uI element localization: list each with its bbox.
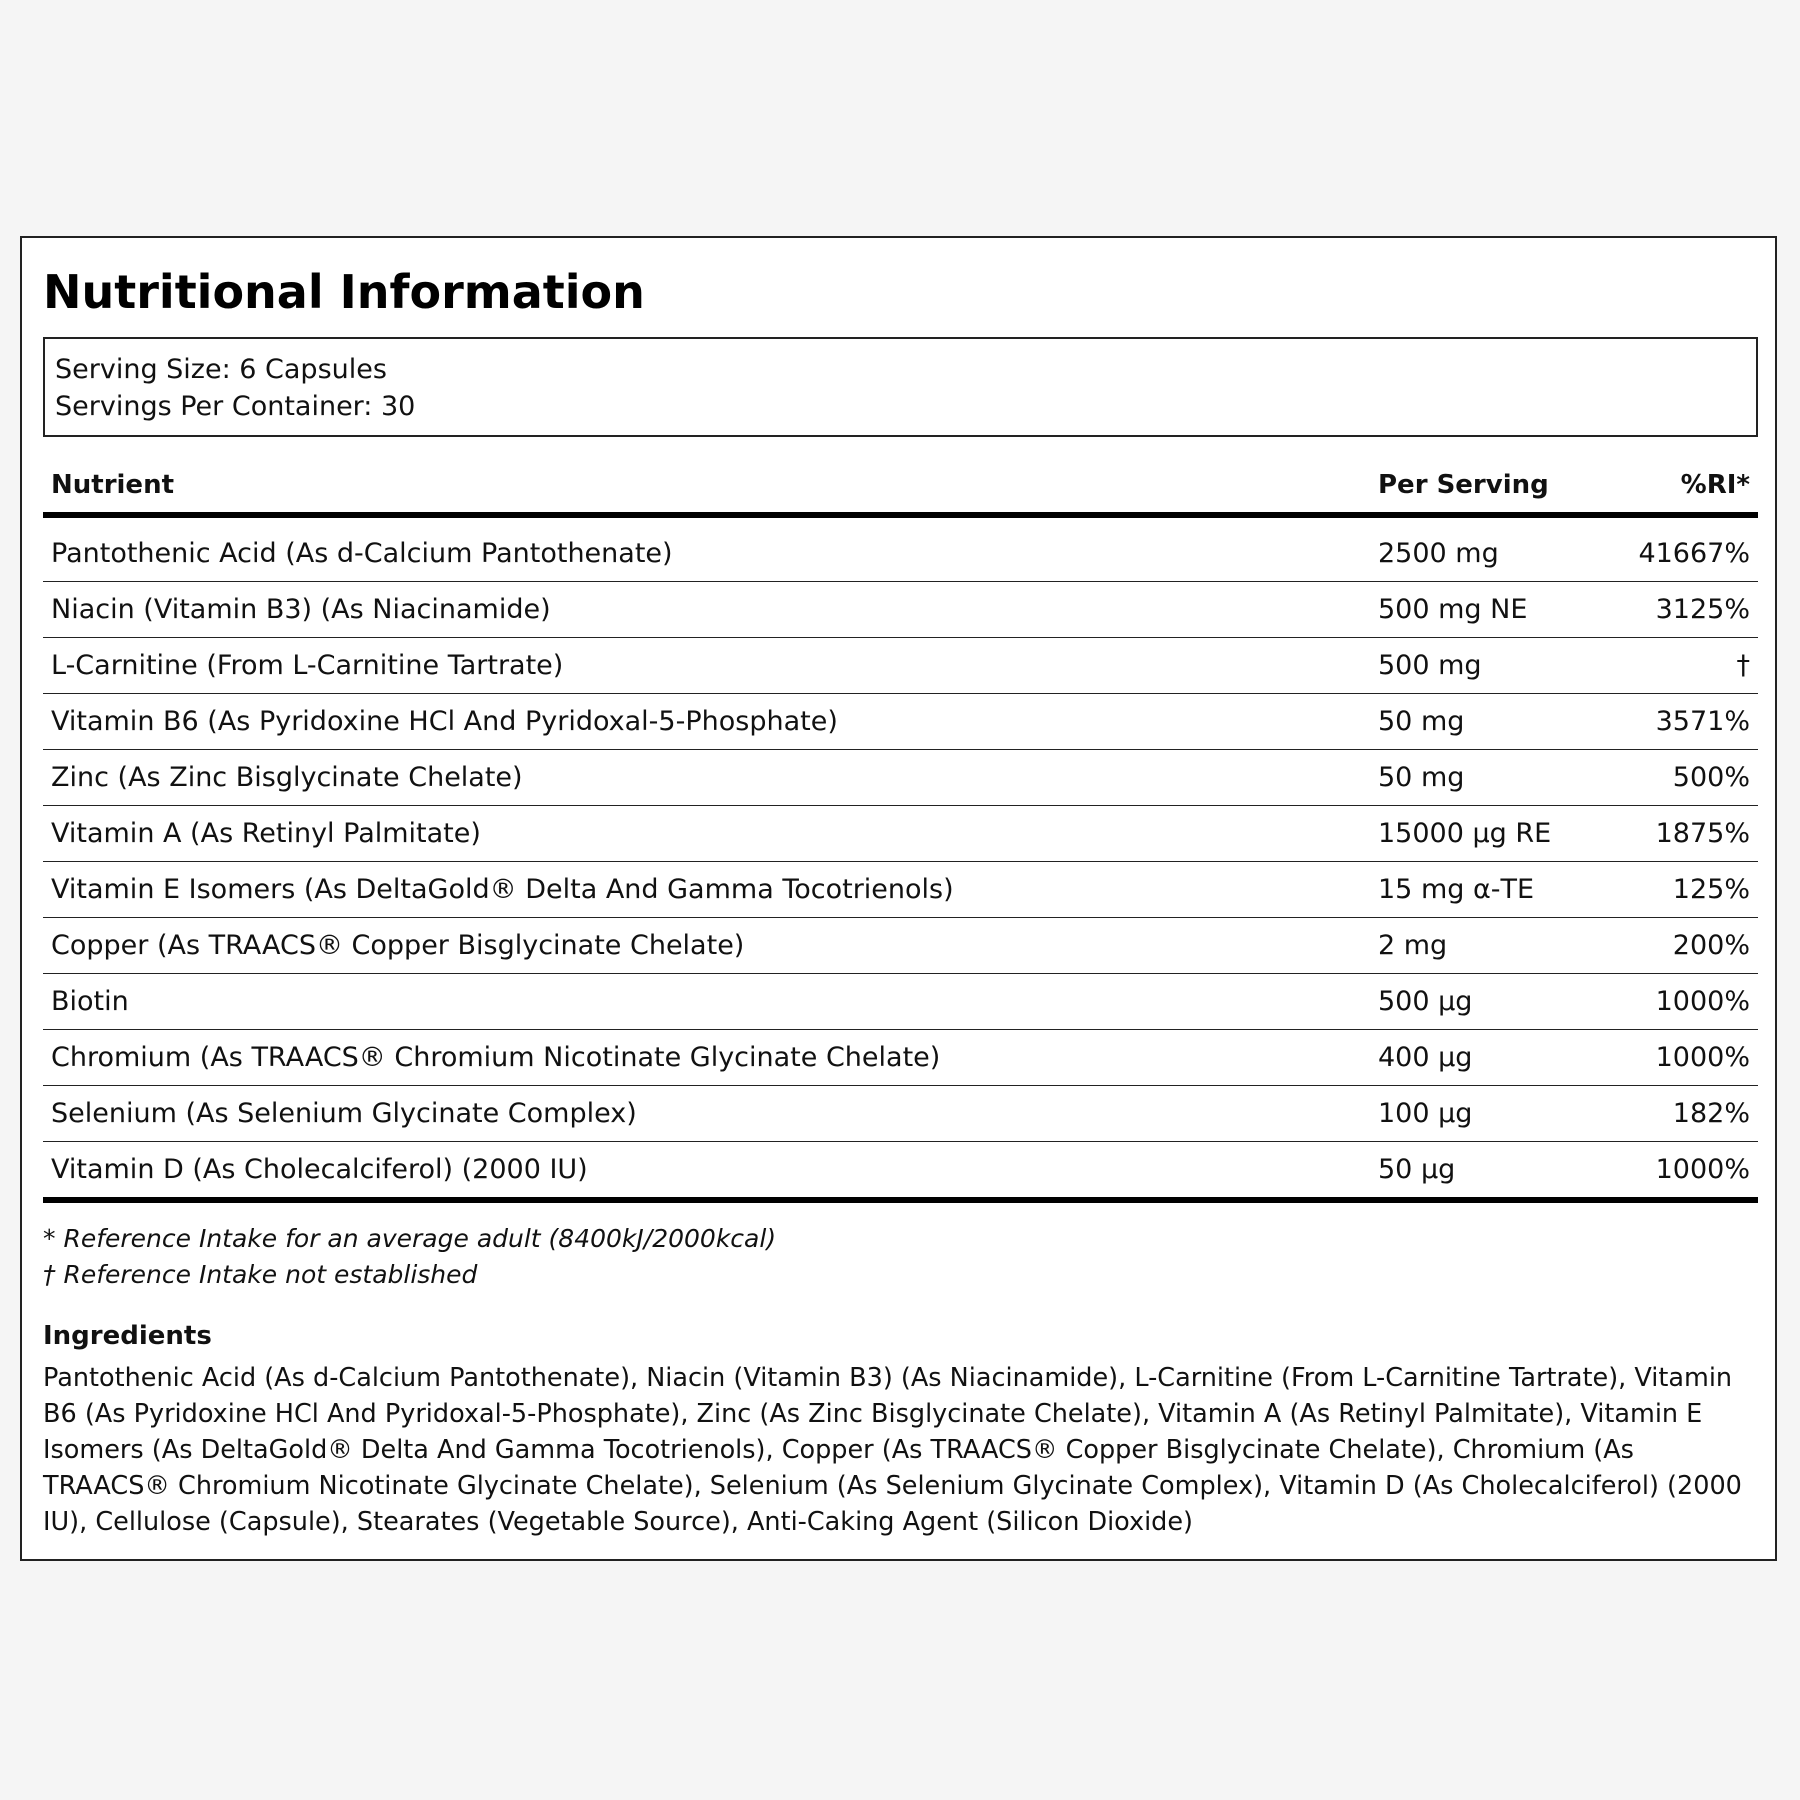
table-row (43, 694, 1758, 750)
column-header-nutrient: Nutrient (43, 458, 1370, 515)
table-header-row (43, 458, 1758, 515)
per-serving-value: 500 µg (1370, 974, 1610, 1030)
table-row (43, 1086, 1758, 1142)
table-row (43, 638, 1758, 694)
column-header-per-serving: Per Serving (1370, 458, 1610, 515)
per-serving-value: 400 µg (1370, 1030, 1610, 1086)
nutrient-name: Chromium (As TRAACS® Chromium Nicotinate Glycinate Chelate) (43, 1030, 1370, 1086)
ri-footnote: * Reference Intake for an average adult (8400kJ/2000kcal) (43, 1224, 777, 1253)
table-row (43, 974, 1758, 1030)
ingredients-text: Pantothenic Acid (As d-Calcium Pantothenate), Niacin (Vitamin B3) (As Niacinamide), L-Carnitine (From L-Carnitine Tartrate), Vitamin B6 (As Pyridoxine HCl And Pyridoxal-5-Phosphate), Zinc (As Zinc Bisglycinate Chelate), Vitamin A (As Retinyl Palmitate), Vitamin E Isomers (As DeltaGold® Delta And Gamma Tocotrienols), Copper (As TRAACS® Copper Bisglycinate Chelate), Chromium (As TRAACS® Chromium Nicotinate Glycinate Chelate), Selenium (As Selenium Glycinate Complex), Vitamin D (As Cholecalciferol) (2000 IU), Cellulose (Capsule), Stearates (Vegetable Source), Anti-Caking Agent (Silicon Dioxide) (43, 1363, 1742, 1537)
column-header-ri: %RI* (1610, 458, 1758, 515)
footnotes (43, 1221, 776, 1293)
table-row (43, 806, 1758, 862)
nutrient-name: Vitamin B6 (As Pyridoxine HCl And Pyridoxal-5-Phosphate) (43, 694, 1370, 750)
page-title: Nutritional Information (43, 265, 645, 319)
ri-value: † (1610, 638, 1758, 694)
table-row (43, 918, 1758, 974)
table-row (43, 526, 1758, 582)
ri-value: 200% (1610, 918, 1758, 974)
nutrient-name: Vitamin E Isomers (As DeltaGold® Delta And Gamma Tocotrienols) (43, 862, 1370, 918)
dagger-footnote: † Reference Intake not established (43, 1260, 478, 1289)
table-spacer (43, 515, 1758, 526)
ri-value: 1875% (1610, 806, 1758, 862)
per-serving-value: 15000 µg RE (1370, 806, 1610, 862)
nutrient-name: L-Carnitine (From L-Carnitine Tartrate) (43, 638, 1370, 694)
table-row (43, 1030, 1758, 1086)
table-row (43, 750, 1758, 806)
ri-value: 3571% (1610, 694, 1758, 750)
nutrition-panel (20, 236, 1777, 1561)
per-serving-value: 15 mg α-TE (1370, 862, 1610, 918)
ri-value: 1000% (1610, 974, 1758, 1030)
servings-per-container: Servings Per Container: 30 (55, 391, 416, 422)
per-serving-value: 50 mg (1370, 750, 1610, 806)
ingredients-heading: Ingredients (43, 1321, 212, 1351)
per-serving-value: 50 mg (1370, 694, 1610, 750)
serving-size: Serving Size: 6 Capsules (55, 354, 387, 385)
table-row (43, 862, 1758, 918)
ri-value: 1000% (1610, 1142, 1758, 1201)
per-serving-value: 2 mg (1370, 918, 1610, 974)
serving-info-box (43, 337, 1758, 437)
nutrient-name: Vitamin D (As Cholecalciferol) (2000 IU) (43, 1142, 1370, 1201)
nutrient-name: Selenium (As Selenium Glycinate Complex) (43, 1086, 1370, 1142)
nutrient-name: Pantothenic Acid (As d-Calcium Pantothenate) (43, 526, 1370, 582)
nutrient-name: Copper (As TRAACS® Copper Bisglycinate Chelate) (43, 918, 1370, 974)
nutrient-name: Biotin (43, 974, 1370, 1030)
nutrient-name: Zinc (As Zinc Bisglycinate Chelate) (43, 750, 1370, 806)
ri-value: 1000% (1610, 1030, 1758, 1086)
per-serving-value: 500 mg (1370, 638, 1610, 694)
per-serving-value: 50 µg (1370, 1142, 1610, 1201)
per-serving-value: 500 mg NE (1370, 582, 1610, 638)
nutrient-table (43, 458, 1758, 1203)
table-row (43, 582, 1758, 638)
ri-value: 125% (1610, 862, 1758, 918)
nutrient-name: Niacin (Vitamin B3) (As Niacinamide) (43, 582, 1370, 638)
per-serving-value: 100 µg (1370, 1086, 1610, 1142)
table-row (43, 1142, 1758, 1201)
ri-value: 3125% (1610, 582, 1758, 638)
ri-value: 500% (1610, 750, 1758, 806)
per-serving-value: 2500 mg (1370, 526, 1610, 582)
nutrient-name: Vitamin A (As Retinyl Palmitate) (43, 806, 1370, 862)
ri-value: 182% (1610, 1086, 1758, 1142)
ri-value: 41667% (1610, 526, 1758, 582)
